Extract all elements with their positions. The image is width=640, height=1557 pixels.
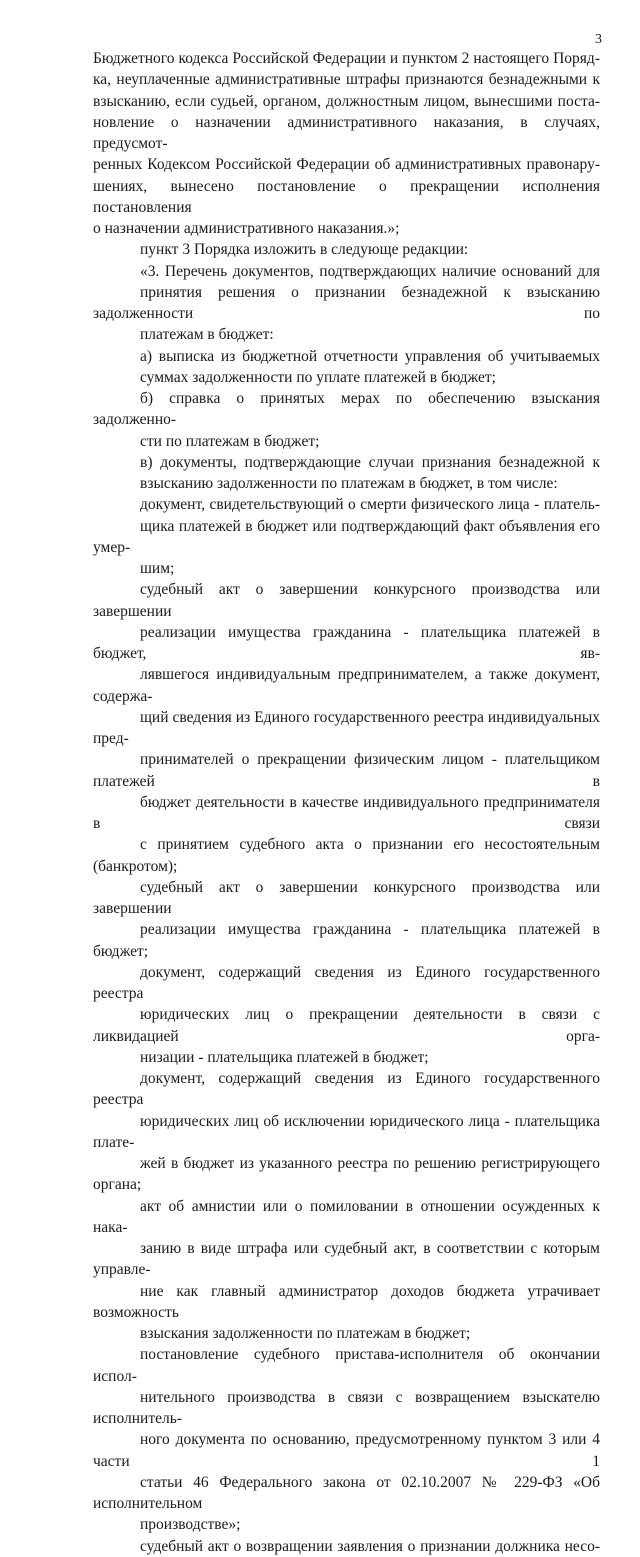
paragraph [93,579,600,877]
text-line: лявшегося индивидуальным предпринимателем, а также документ, содержа- [93,666,600,705]
text-line: юридических лиц об исключении юридического лица - плательщика плате- [93,1112,600,1151]
text-line: сти по платежам в бюджет; [140,432,320,450]
text-line: судебный акт о завершении конкурсного производства или завершении [93,581,600,620]
text-line: документ, содержащий сведения из Единого государственного реестра [93,1070,600,1109]
text-line: жей в бюджет из указанного реестра по решению регистрирующего органа; [93,1155,600,1194]
text-line: ние как главный администратор доходов бюджета утрачивает возможность [93,1282,600,1321]
paragraph [93,1536,600,1557]
text-line: акт об амнистии или о помиловании в отношении осужденных к нака- [93,1197,600,1236]
text-line: постановление судебного пристава-исполнителя об окончании испол- [93,1346,600,1385]
text-line: судебный акт о возвращении заявления о признании должника несо- [140,1537,600,1555]
text-line: Бюджетного кодекса Российской Федерации и пунктом 2 настоящего Поряд- [93,50,600,67]
text-line: суммах задолженности по уплате платежей в бюджет; [140,368,496,386]
text-line: занию в виде штрафа или судебный акт, в соответствии с которым управле- [93,1240,600,1279]
paragraph [93,261,600,346]
paragraph [93,877,600,962]
page-number: 3 [595,32,602,47]
text-line: производстве»; [140,1516,241,1534]
paragraph [93,1344,600,1535]
text-line: шениях, вынесено постановление о прекращении исполнения постановления [93,177,600,216]
paragraph [93,494,600,579]
text-line: ка, неуплаченные административные штрафы признаются безнадежными к [93,71,600,89]
paragraph [93,48,600,239]
text-line: взысканию, если судьей, органом, должностным лицом, вынесшими поста- [93,92,600,110]
text-line: судебный акт о завершении конкурсного производства или завершении [93,878,600,917]
text-line: новление о назначении административного наказания, в случаях, предусмот- [93,113,600,152]
text-line: платежам в бюджет: [140,326,274,344]
body-text [93,48,600,1557]
text-line: шим; [140,560,175,577]
paragraph [93,388,600,452]
text-line: б) справка о принятых мерах по обеспечению взыскания задолженно- [93,390,600,429]
text-line: щика платежей в бюджет или подтверждающий факт объявления его умер- [93,517,600,556]
text-line: документ, свидетельствующий о смерти физического лица - платель- [140,496,600,514]
text-line: бюджет деятельности в качестве индивидуального предпринимателя в связи [93,793,600,832]
text-line: ренных Кодексом Российской Федерации об административных правонару- [93,156,600,174]
text-line: щий сведения из Единого государственного реестра индивидуальных пред- [93,708,600,747]
text-line: с принятием судебного акта о признании его несостоятельным (банкротом); [93,836,600,875]
text-line: принимателей о прекращении физическим лицом - плательщиком платежей в [93,751,600,790]
text-line: реализации имущества гражданина - плательщика платежей в бюджет; [93,921,600,960]
text-line: низации - плательщика платежей в бюджет; [140,1048,429,1066]
paragraph [93,1068,600,1196]
text-line: а) выписка из бюджетной отчетности управления об учитываемых [140,347,600,365]
text-line: ного документа по основанию, предусмотренному пунктом 3 или 4 части 1 [93,1431,600,1470]
paragraph [93,346,600,389]
text-line: юридических лиц о прекращении деятельности в связи с ликвидацией орга- [93,1006,600,1045]
text-line: взыскания задолженности по платежам в бюджет; [140,1325,471,1342]
text-line: нительного производства в связи с возвращением взыскателю исполнитель- [93,1388,600,1427]
text-line: реализации имущества гражданина - плательщика платежей в бюджет, яв- [93,623,600,662]
text-line: «3. Перечень документов, подтверждающих наличие оснований для [140,262,600,280]
text-line: статьи 46 Федерального закона от 02.10.2007 № 229-ФЗ «Об исполнительном [93,1473,600,1512]
paragraph [93,239,600,260]
paragraph [93,452,600,495]
paragraph [93,962,600,1068]
text-line: пункт 3 Порядка изложить в следующе редакции: [140,241,469,259]
text-line: о назначении административного наказания.»; [93,220,400,237]
paragraph [93,1196,600,1345]
text-line: принятия решения о признании безнадежной к взысканию задолженности по [93,283,600,322]
text-line: взысканию задолженности по платежам в бюджет, в том числе: [140,475,558,492]
text-line: документ, содержащий сведения из Единого государственного реестра [93,963,600,1002]
text-line: в) документы, подтверждающие случаи признания безнадежной к [140,453,600,471]
